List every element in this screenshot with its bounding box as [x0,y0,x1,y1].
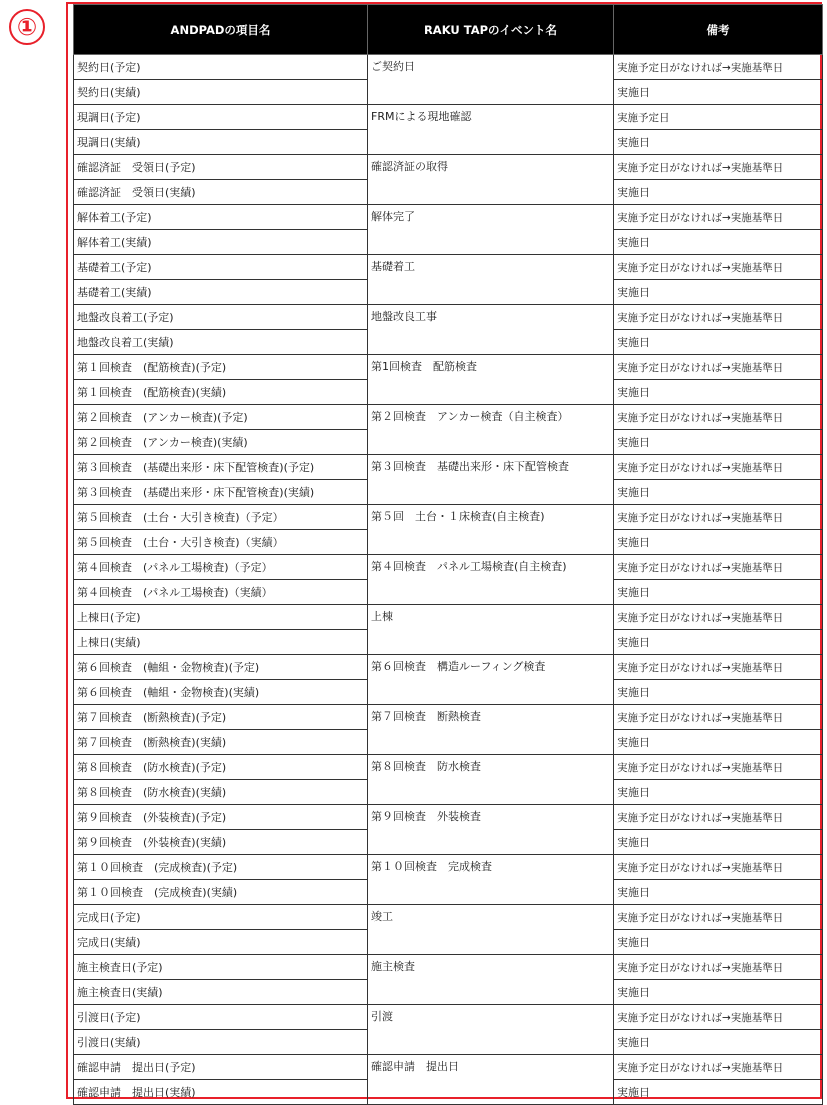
andpad-item-plan: 第７回検査 (断熱検査)(予定) [74,705,368,730]
table-row [74,755,823,780]
note-actual: 実施日 [614,730,823,755]
note-plan: 実施予定日がなければ→実施基準日 [614,205,823,230]
rakutap-event: 第５回 土台・１床検査(自主検査) [368,505,614,555]
table-row [74,155,823,180]
table-row [74,405,823,430]
rakutap-event: 確認済証の取得 [368,155,614,205]
section-number-badge: ① [9,9,45,45]
andpad-item-plan: 契約日(予定) [74,55,368,80]
note-plan: 実施予定日がなければ→実施基準日 [614,555,823,580]
rakutap-event: 第６回検査 構造ルーフィング検査 [368,655,614,705]
table-row [74,805,823,830]
andpad-item-actual: 解体着工(実績) [74,230,368,255]
note-actual: 実施日 [614,330,823,355]
andpad-item-plan: 第４回検査 (パネル工場検査)（予定） [74,555,368,580]
note-actual: 実施日 [614,930,823,955]
andpad-item-plan: 第１０回検査 (完成検査)(予定) [74,855,368,880]
table-row [74,605,823,630]
table-row [74,705,823,730]
andpad-item-plan: 第８回検査 (防水検査)(予定) [74,755,368,780]
andpad-item-actual: 第９回検査 (外装検査)(実績) [74,830,368,855]
table-row [74,1055,823,1080]
andpad-item-actual: 施主検査日(実績) [74,980,368,1005]
note-actual: 実施日 [614,830,823,855]
note-actual: 実施日 [614,680,823,705]
table-row [74,855,823,880]
note-plan: 実施予定日がなければ→実施基準日 [614,605,823,630]
rakutap-event: 第９回検査 外装検査 [368,805,614,855]
note-actual: 実施日 [614,430,823,455]
rakutap-event: 解体完了 [368,205,614,255]
andpad-item-actual: 第１回検査 (配筋検査)(実績) [74,380,368,405]
note-plan: 実施予定日がなければ→実施基準日 [614,855,823,880]
table-row [74,255,823,280]
note-plan: 実施予定日がなければ→実施基準日 [614,805,823,830]
rakutap-event: 地盤改良工事 [368,305,614,355]
note-plan: 実施予定日がなければ→実施基準日 [614,705,823,730]
table-row [74,355,823,380]
note-plan: 実施予定日がなければ→実施基準日 [614,1005,823,1030]
rakutap-event: 確認申請 提出日 [368,1055,614,1105]
table-row [74,655,823,680]
rakutap-event: 施主検査 [368,955,614,1005]
note-plan: 実施予定日がなければ→実施基準日 [614,505,823,530]
table-row [74,205,823,230]
rakutap-event: ご契約日 [368,55,614,105]
rakutap-event: 第１０回検査 完成検査 [368,855,614,905]
andpad-item-plan: 施主検査日(予定) [74,955,368,980]
andpad-item-actual: 第７回検査 (断熱検査)(実績) [74,730,368,755]
andpad-item-plan: 地盤改良着工(予定) [74,305,368,330]
andpad-item-actual: 現調日(実績) [74,130,368,155]
header-andpad: ANDPADの項目名 [74,5,368,55]
rakutap-event: 基礎着工 [368,255,614,305]
note-actual: 実施日 [614,480,823,505]
rakutap-event: 第８回検査 防水検査 [368,755,614,805]
andpad-item-actual: 完成日(実績) [74,930,368,955]
note-actual: 実施日 [614,880,823,905]
note-plan: 実施予定日がなければ→実施基準日 [614,1055,823,1080]
andpad-item-plan: 解体着工(予定) [74,205,368,230]
note-actual: 実施日 [614,130,823,155]
andpad-item-actual: 確認申請 提出日(実績) [74,1080,368,1105]
note-actual: 実施日 [614,780,823,805]
andpad-item-plan: 上棟日(予定) [74,605,368,630]
note-plan: 実施予定日がなければ→実施基準日 [614,355,823,380]
andpad-item-plan: 基礎着工(予定) [74,255,368,280]
andpad-item-plan: 確認済証 受領日(予定) [74,155,368,180]
rakutap-event: 引渡 [368,1005,614,1055]
andpad-item-actual: 第８回検査 (防水検査)(実績) [74,780,368,805]
note-plan: 実施予定日がなければ→実施基準日 [614,305,823,330]
andpad-item-plan: 第３回検査 (基礎出来形・床下配管検査)(予定) [74,455,368,480]
andpad-item-actual: 地盤改良着工(実績) [74,330,368,355]
andpad-item-actual: 基礎着工(実績) [74,280,368,305]
rakutap-event: 第４回検査 パネル工場検査(自主検査) [368,555,614,605]
andpad-item-plan: 完成日(予定) [74,905,368,930]
note-actual: 実施日 [614,180,823,205]
header-row [74,5,823,55]
note-actual: 実施日 [614,380,823,405]
andpad-item-actual: 上棟日(実績) [74,630,368,655]
andpad-item-plan: 現調日(予定) [74,105,368,130]
table-row [74,555,823,580]
note-actual: 実施日 [614,980,823,1005]
header-rakutap: RAKU TAPのイベント名 [368,5,614,55]
andpad-item-plan: 第６回検査 (軸組・金物検査)(予定) [74,655,368,680]
andpad-item-plan: 確認申請 提出日(予定) [74,1055,368,1080]
note-plan: 実施予定日がなければ→実施基準日 [614,655,823,680]
note-plan: 実施予定日がなければ→実施基準日 [614,455,823,480]
note-actual: 実施日 [614,1030,823,1055]
andpad-item-actual: 契約日(実績) [74,80,368,105]
andpad-item-actual: 第１０回検査 (完成検査)(実績) [74,880,368,905]
andpad-item-plan: 第１回検査 (配筋検査)(予定) [74,355,368,380]
note-plan: 実施予定日がなければ→実施基準日 [614,55,823,80]
andpad-item-plan: 第５回検査 (土台・大引き検査)（予定） [74,505,368,530]
andpad-item-actual: 確認済証 受領日(実績) [74,180,368,205]
andpad-item-plan: 引渡日(予定) [74,1005,368,1030]
note-plan: 実施予定日がなければ→実施基準日 [614,405,823,430]
table-row [74,455,823,480]
note-plan: 実施予定日がなければ→実施基準日 [614,955,823,980]
andpad-item-plan: 第９回検査 (外装検査)(予定) [74,805,368,830]
rakutap-event: 第1回検査 配筋検査 [368,355,614,405]
note-plan: 実施予定日がなければ→実施基準日 [614,755,823,780]
rakutap-event: 竣工 [368,905,614,955]
note-actual: 実施日 [614,580,823,605]
andpad-item-actual: 第３回検査 (基礎出来形・床下配管検査)(実績) [74,480,368,505]
table-row [74,305,823,330]
andpad-item-actual: 第５回検査 (土台・大引き検査)（実績） [74,530,368,555]
note-actual: 実施日 [614,280,823,305]
rakutap-event: 第３回検査 基礎出来形・床下配管検査 [368,455,614,505]
note-actual: 実施日 [614,630,823,655]
mapping-table [73,4,823,1105]
andpad-item-actual: 第２回検査 (アンカー検査)(実績) [74,430,368,455]
note-plan: 実施予定日 [614,105,823,130]
note-plan: 実施予定日がなければ→実施基準日 [614,155,823,180]
rakutap-event: 第７回検査 断熱検査 [368,705,614,755]
table-row [74,905,823,930]
table-row [74,1005,823,1030]
header-note: 備考 [614,5,823,55]
table-row [74,505,823,530]
rakutap-event: 上棟 [368,605,614,655]
note-plan: 実施予定日がなければ→実施基準日 [614,255,823,280]
note-actual: 実施日 [614,530,823,555]
table-row [74,955,823,980]
rakutap-event: 第２回検査 アンカー検査（自主検査） [368,405,614,455]
andpad-item-actual: 引渡日(実績) [74,1030,368,1055]
note-plan: 実施予定日がなければ→実施基準日 [614,905,823,930]
table-row [74,105,823,130]
andpad-item-plan: 第２回検査 (アンカー検査)(予定) [74,405,368,430]
note-actual: 実施日 [614,80,823,105]
note-actual: 実施日 [614,1080,823,1105]
andpad-item-actual: 第４回検査 (パネル工場検査)（実績） [74,580,368,605]
rakutap-event: FRMによる現地確認 [368,105,614,155]
note-actual: 実施日 [614,230,823,255]
table-row [74,55,823,80]
andpad-item-actual: 第６回検査 (軸組・金物検査)(実績) [74,680,368,705]
